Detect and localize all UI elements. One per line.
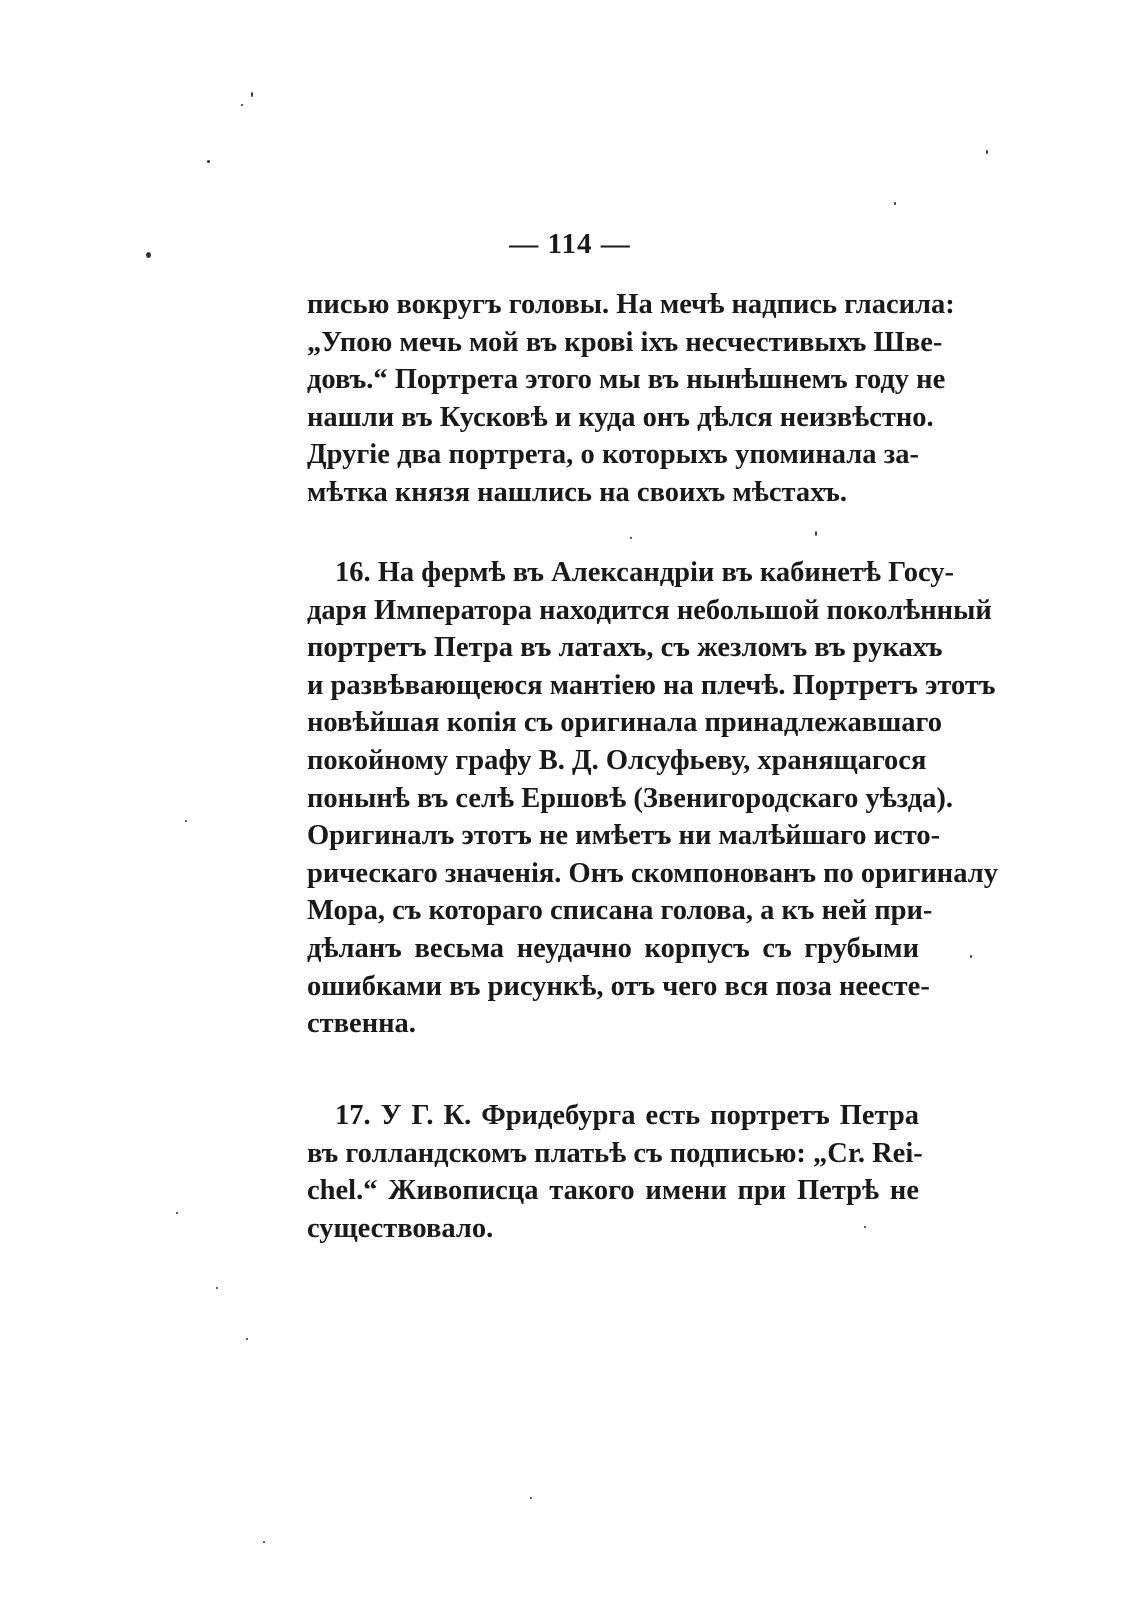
- scan-speck: [146, 252, 151, 258]
- scan-speck: [246, 1338, 248, 1340]
- text-line: Мора, съ котораго списана голова, а къ ней при-: [307, 895, 933, 927]
- text-line: существовало.: [307, 1212, 494, 1244]
- text-line: нашли въ Кусковѣ и куда онъ дѣлся неизвѣстно.: [307, 401, 934, 433]
- paragraph-1: [307, 286, 955, 512]
- scan-speck: [263, 1541, 265, 1543]
- scan-speck: [530, 1497, 532, 1499]
- text-line: Другіе два портрета, о которыхъ упоминала за-: [307, 439, 919, 471]
- text-line: портретъ Петра въ латахъ, съ жезломъ въ рукахъ: [307, 632, 943, 664]
- scan-speck: [970, 955, 972, 958]
- scan-speck: [815, 531, 817, 536]
- text-line: Оригиналъ этотъ не имѣетъ ни малѣйшаго исто-: [307, 820, 941, 852]
- text-line: 17. У Г. К. Фридебурга есть портретъ Петра: [335, 1100, 919, 1131]
- text-line: писью вокругъ головы. На мечѣ надпись гласила:: [307, 289, 955, 320]
- text-line: 16. На фермѣ въ Александріи въ кабинетѣ Госу-: [335, 557, 954, 588]
- text-line: ошибками въ рисункѣ, отъ чего вся поза неесте-: [307, 970, 930, 1002]
- text-line: понынѣ въ селѣ Ершовѣ (Звенигородскаго уѣзда).: [307, 782, 954, 814]
- paragraph-16: [307, 554, 998, 1043]
- text-line: дѣланъ весьма неудачно корпусъ съ грубыми: [307, 932, 919, 964]
- text-line: даря Императора находится небольшой поколѣнный: [307, 594, 992, 626]
- scan-speck: [176, 1212, 178, 1214]
- scan-speck: [241, 104, 243, 106]
- text-line: мѣтка князя нашлись на своихъ мѣстахъ.: [307, 476, 848, 508]
- scan-speck: [185, 820, 187, 822]
- scan-speck: [216, 1287, 218, 1289]
- scan-speck: [986, 150, 988, 154]
- text-line: chel.“ Живописца такого имени при Петрѣ не: [307, 1175, 919, 1207]
- scan-speck: [630, 537, 632, 539]
- text-line: довъ.“ Портрета этого мы въ нынѣшнемъ году не: [307, 364, 946, 396]
- text-line: покойному графу В. Д. Олсуфьеву, хранящагося: [307, 744, 927, 776]
- text-line: новѣйшая копія съ оригинала принадлежавшаго: [307, 707, 942, 739]
- paragraph-17: [307, 1097, 923, 1247]
- text-line: въ голландскомъ платьѣ съ подписью: „Cr. Rei-: [307, 1137, 923, 1169]
- text-line: и развѣвающеюся мантіею на плечѣ. Портретъ этотъ: [307, 669, 996, 701]
- scan-speck: [207, 160, 210, 163]
- text-line: рическаго значенія. Онъ скомпонованъ по оригиналу: [307, 857, 998, 889]
- scan-speck: [251, 92, 253, 97]
- scan-speck: [864, 1226, 866, 1228]
- scan-speck: [894, 202, 896, 205]
- text-line: „Упою мечь мой въ крові іхъ несчестивыхъ Шве-: [307, 326, 943, 358]
- page-number: — 114 —: [509, 228, 631, 260]
- text-line: ственна.: [307, 1008, 416, 1040]
